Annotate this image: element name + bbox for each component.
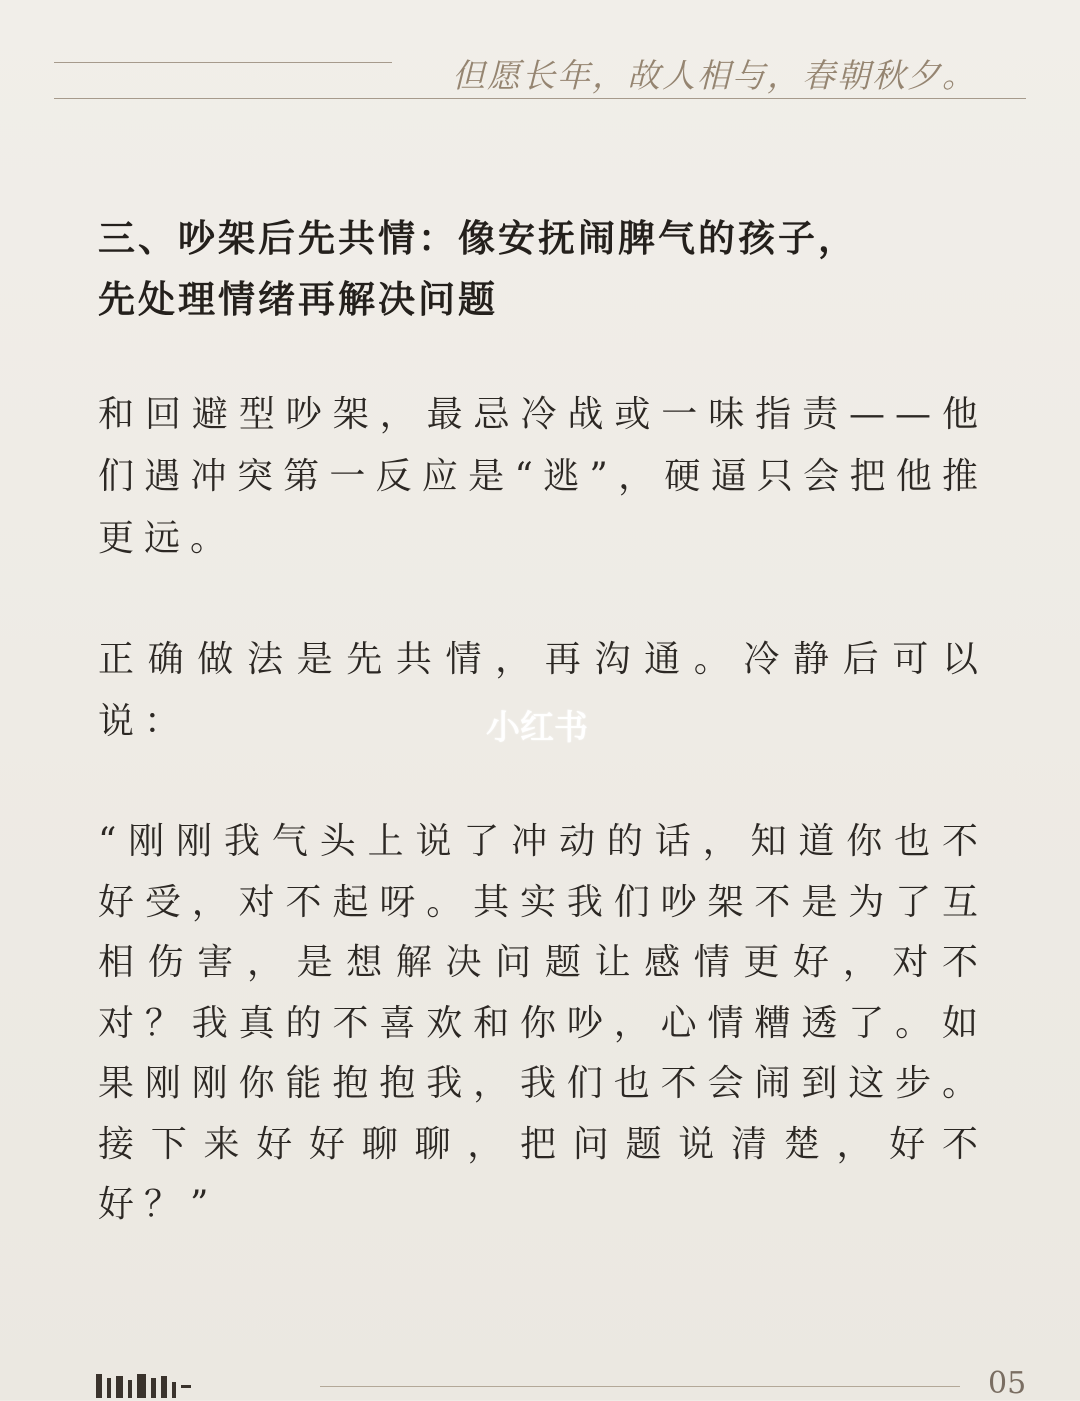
paragraph-avoidant-conflict: 和回避型吵架，最忌冷战或一味指责——他们遇冲突第一反应是“逃”，硬逼只会把他推更远。 [98, 394, 988, 559]
footer-bar [181, 1385, 191, 1388]
page-number: 05 [988, 1366, 1027, 1401]
footer-bar [137, 1374, 146, 1398]
footer-bar [107, 1378, 111, 1398]
footer-bar [116, 1376, 123, 1398]
header-rule-short [54, 62, 392, 63]
section-heading-line-2: 先处理情绪再解决问题 [98, 277, 498, 321]
footer-barcode-decoration [96, 1374, 196, 1398]
section-heading-line-1: 三、吵架后先共情：像安抚闹脾气的孩子， [98, 216, 858, 260]
footer-rule [320, 1386, 960, 1387]
paragraph-correct-approach: 正确做法是先共情，再沟通。冷静后可以说： [98, 639, 988, 742]
xiaohongshu-watermark: 小红书 [486, 708, 588, 748]
footer-bar [128, 1380, 132, 1398]
header-rule-full [54, 98, 1026, 99]
footer-bar [172, 1382, 176, 1398]
section-heading [98, 208, 998, 330]
footer-bar [96, 1374, 102, 1398]
footer-bar [151, 1378, 156, 1398]
header-motto: 但愿长年，故人相与，春朝秋夕。 [452, 56, 977, 95]
footer-bar [161, 1376, 167, 1398]
quote-example-dialogue: “刚刚我气头上说了冲动的话，知道你也不好受，对不起呀。其实我们吵架不是为了互相伤害，是想解决问题让感情更好，对不对？我真的不喜欢和你吵，心情糟透了。如果刚刚你能抱抱我，我们也不会闹到这步。接下来好好聊聊，把问题说清楚，好不好？” [98, 821, 988, 1225]
